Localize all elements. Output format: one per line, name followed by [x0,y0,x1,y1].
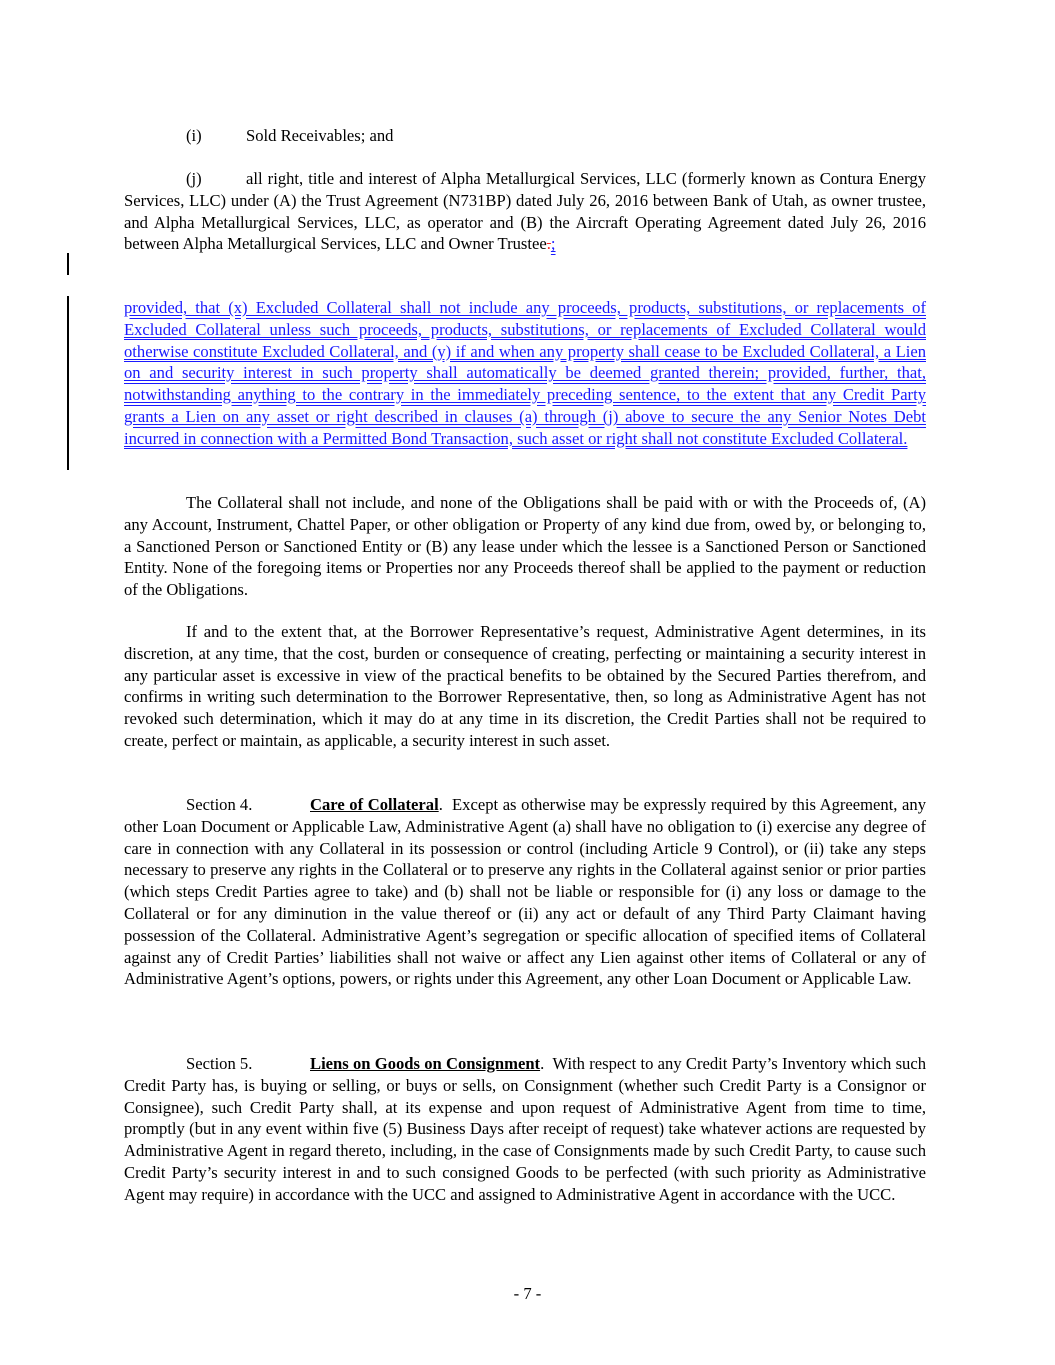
item-i-text: Sold Receivables; and [246,126,394,145]
sanctioned-paragraph: The Collateral shall not include, and none of the Obligations shall be paid with or with the Proceeds of, (A) any Account, Instrument, Chattel Paper, or other obligation or Property of any kind due from, owed by, or belonging to, a Sanctioned Person or Sanctioned Entity or (B) any lease under which the lessee is a Sanctioned Person or Sanctioned Entity. None of the foregoing items or Properties nor any Proceeds thereof shall be applied to the payment or reduction of the Obligations. [124,493,926,600]
item-i-paragraph [124,125,926,147]
section-5-text: With respect to any Credit Party’s Inventory which such Credit Party has, is buying or selling, or buys or sells, on Consignment (whether such Credit Party is a Consignor or Consignee), such Credit Party shall, at its expense and upon request of Administrative Agent from time to time, promptly (but in any event within five (5) Business Days after receipt of request) take whatever actions are requested by Administrative Agent in regard thereto, including, in the case of Consignments made by such Credit Party, to cause such Credit Party’s security interest in and to such consigned Goods to be perfected (with such priority as Administrative Agent may require) in accordance with the UCC and assigned to Administrative Agent in accordance with the UCC. [124,1054,927,1204]
section-4-heading: Care of Collateral [310,795,439,814]
change-bar-proviso [67,296,69,470]
section-5-heading: Liens on Goods on Consignment [310,1054,541,1073]
page-number: - 7 - [513,1284,542,1303]
deleted-period: . [546,234,551,254]
item-i-label: (i) [186,126,202,145]
section-5-label: Section 5. [186,1054,253,1073]
section-5-heading-punct: . [540,1054,545,1073]
cost-burden-paragraph: If and to the extent that, at the Borrower Representative’s request, Administrative Agent determines, in its discretion, at any time, that the cost, burden or consequence of creating, perfecting or maintaining a security interest in any particular asset is excessive in view of the practical benefits to be obtained by the Secured Parties therefrom, and confirms in writing such determination to the Borrower Representative, then, so long as Administrative Agent has not revoked such determination, which it may do at any time in its discretion, the Credit Parties shall not be required to create, perfect or maintain, as applicable, a security interest in such asset. [124,622,926,750]
item-j-paragraph [124,168,926,255]
section-4-heading-punct: . [438,795,443,814]
proviso-paragraph [124,297,926,450]
proviso-inserted-text: provided, that (x) Excluded Collateral shall not include any proceeds, products, substitutions, or replacements of Excluded Collateral unless such proceeds, products, substitutions, or replacements of Excluded Collateral would otherwise constitute Excluded Collateral, and (y) if and when any property shall cease to be Excluded Collateral, a Lien on and security interest in such property shall automatically be deemed granted therein; provided, further, that, notwithstanding anything to the contrary in the immediately preceding sentence, to the extent that any Credit Party grants a Lien on any asset or right described in clauses (a) through (j) above to secure the any Senior Notes Debt incurred in connection with a Permitted Bond Transaction, such asset or right shall not constitute Excluded Collateral. [124,298,926,448]
document-page [124,0,926,1365]
section-4-label: Section 4. [186,795,253,814]
section-4-paragraph [124,794,926,990]
item-j-text: all right, title and interest of Alpha Metallurgical Services, LLC (formerly known as Contura Energy Services, LLC) under (A) the Trust Agreement (N731BP) dated July 26, 2016 between Bank of Utah, as owner trustee, and Alpha Metallurgical Services, LLC, as operator and (B) the Aircraft Operating Agreement dated July 26, 2016 between Alpha Metallurgical Services, LLC and Owner Trustee [124,169,926,254]
section-4-text: Except as otherwise may be expressly required by this Agreement, any other Loan Document or Applicable Law, Administrative Agent (a) shall have no obligation to (i) exercise any degree of care in connection with any Collateral in its possession or control (including Article 9 Control), or (ii) take any steps necessary to preserve any rights in the Collateral or to preserve any rights in the Collateral against senior or prior parties (which steps Credit Parties agree to take) and (b) shall not be liable or responsible for (i) any loss or damage to the Collateral or for any diminution in the value thereof or (ii) any act or default of any Third Party Claimant having possession of the Collateral. Administrative Agent’s segregation or specific allocation of specified items of Collateral against any of Credit Parties’ liabilities shall not waive or affect any Lien against other items of Collateral or any of Administrative Agent’s options, powers, or rights under this Agreement, any other Loan Document or Applicable Law. [124,795,927,989]
change-bar-item-j [67,253,69,275]
section-5-paragraph [124,1053,926,1206]
item-j-label: (j) [186,169,202,188]
inserted-semicolon: ; [550,234,556,254]
